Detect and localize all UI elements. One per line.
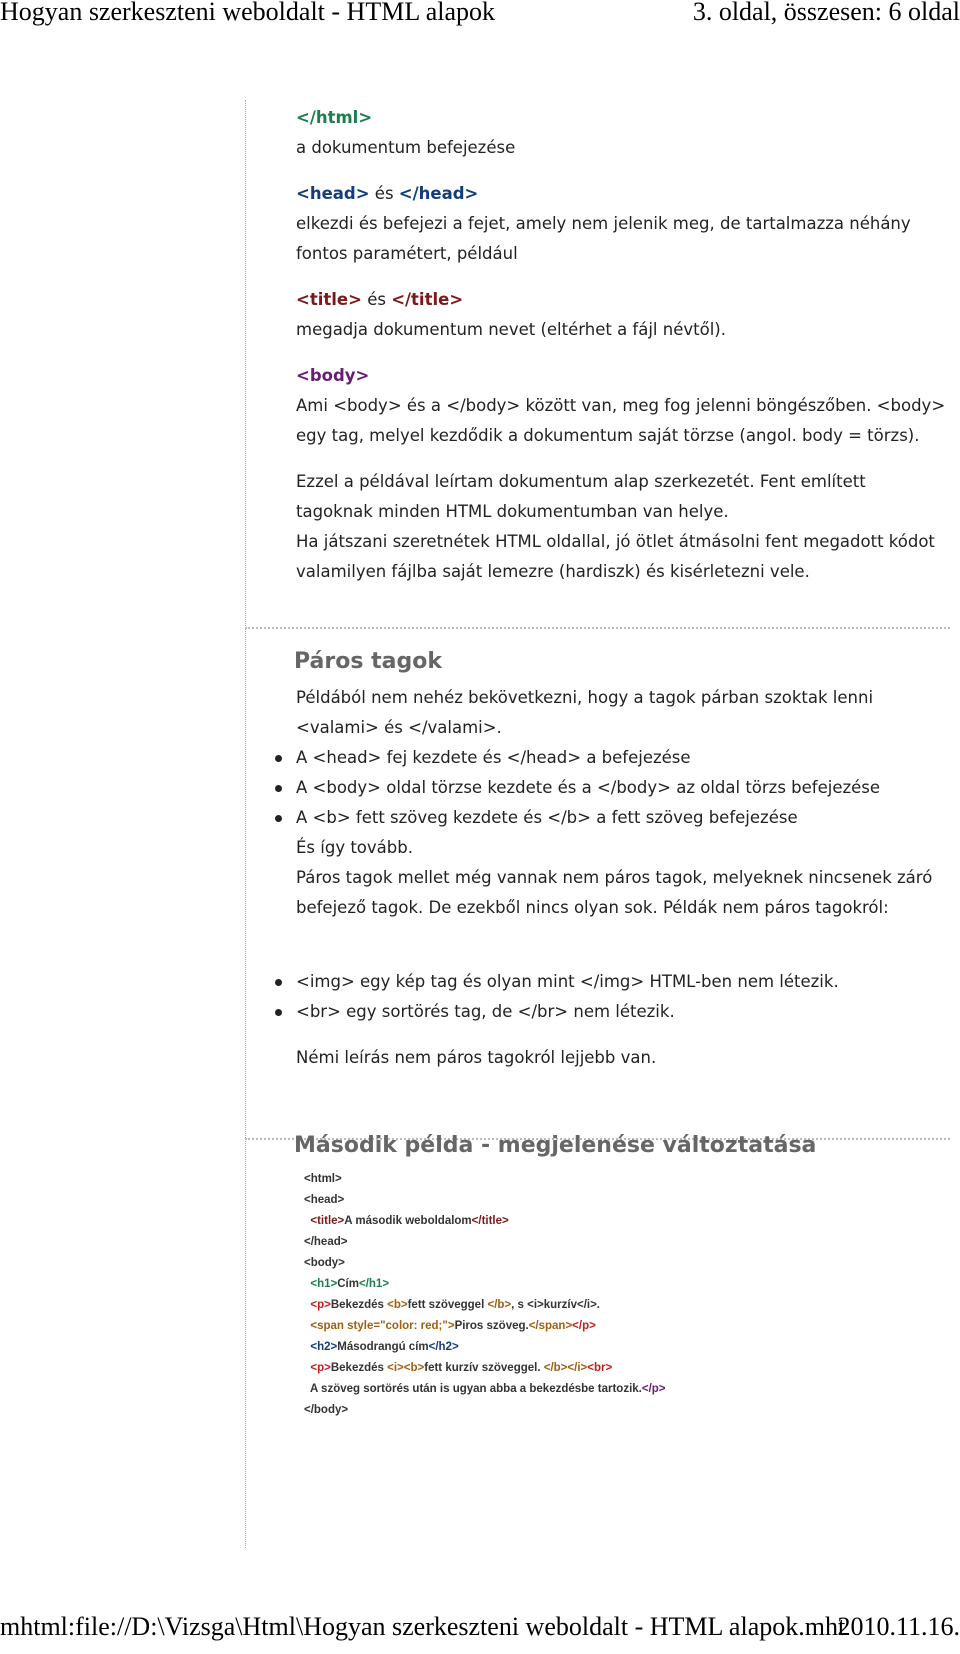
- list-item: <br> egy sortörés tag, de </br> nem létezik.: [296, 997, 946, 1027]
- code-line: <span style="color: red;">Piros szöveg.</span></p>: [310, 1320, 596, 1332]
- html-close-tag: </html>: [296, 108, 373, 127]
- definition-head: [296, 179, 946, 269]
- definition-text: megadja dokumentum nevet (eltérhet a fájl névtől).: [296, 320, 726, 339]
- paragraph: Ezzel a példával leírtam dokumentum alap szerkezetét. Fent említett tagoknak minden HTML dokumentumban van helye.: [296, 472, 866, 521]
- section-structure: [296, 103, 946, 587]
- paragraph: Példából nem nehéz bekövetkezni, hogy a tagok párban szoktak lenni <valami> és </valami>.: [296, 688, 874, 737]
- code-line: </body>: [304, 1404, 349, 1416]
- bullet-icon: [275, 815, 282, 822]
- bullet-icon: [275, 755, 282, 762]
- paragraph: És így tovább.: [296, 838, 413, 857]
- code-line: <head>: [304, 1194, 345, 1206]
- code-line: <h2>Másodrangú cím</h2>: [310, 1341, 459, 1353]
- code-line: <body>: [304, 1257, 345, 1269]
- code-line: <p>Bekezdés <b>fett szöveggel </b>, s <i>kurzív</i>.: [310, 1299, 601, 1311]
- paired-tags-list: [296, 743, 946, 833]
- list-item: A <head> fej kezdete és </head> a befejezése: [296, 743, 946, 773]
- article-content: [296, 103, 946, 1421]
- section-heading: Második példa - megjelenése változtatása: [294, 1133, 817, 1158]
- section-paired-tags: [296, 647, 946, 1073]
- definition-text: Ami <body> és a </body> között van, meg fog jelenni böngészőben. <body> egy tag, melyel kezdődik a dokumentum saját törzse (angol. body = törzs).: [296, 396, 946, 445]
- definition-body: [296, 361, 946, 451]
- paragraph: Páros tagok mellet még vannak nem páros tagok, melyeknek nincsenek záró befejező tagok. De ezekből nincs olyan sok. Példák nem páros tagokról:: [296, 868, 933, 917]
- code-line: A szöveg sortörés után is ugyan abba a bekezdésbe tartozik.</p>: [309, 1383, 666, 1395]
- left-dotted-border: [245, 100, 246, 1548]
- code-line: <p>Bekezdés <i><b>fett kurzív szöveggel. </b></i><br>: [310, 1362, 613, 1374]
- code-line: <h1>Cím</h1>: [310, 1278, 390, 1290]
- definition-title: [296, 285, 946, 345]
- bullet-icon: [275, 785, 282, 792]
- title-close-tag: </title>: [391, 290, 464, 309]
- header-title: Hogyan szerkeszteni weboldalt - HTML alapok: [0, 0, 496, 26]
- list-item: A <b> fett szöveg kezdete és </b> a fett szöveg befejezése: [296, 803, 946, 833]
- definition-html-end: [296, 103, 946, 163]
- code-line: <html>: [304, 1173, 342, 1185]
- header-page-count: 3. oldal, összesen: 6 oldal: [692, 0, 960, 26]
- and-word: és: [374, 184, 394, 203]
- definition-text: elkezdi és befejezi a fejet, amely nem jelenik meg, de tartalmazza néhány fontos paramétert, például: [296, 214, 911, 263]
- bullet-icon: [275, 1009, 282, 1016]
- unpaired-tags-list: [296, 967, 946, 1027]
- code-sample: [304, 1169, 946, 1421]
- head-close-tag: </head>: [398, 184, 479, 203]
- list-item: <img> egy kép tag és olyan mint </img> HTML-ben nem létezik.: [296, 967, 946, 997]
- paragraph: Némi leírás nem páros tagokról lejjebb van.: [296, 1048, 657, 1067]
- definition-text: a dokumentum befejezése: [296, 138, 516, 157]
- code-line: </head>: [304, 1236, 348, 1248]
- code-line: <title>A második weboldalom</title>: [310, 1215, 509, 1227]
- footer-date: 2010.11.16.: [837, 1612, 960, 1641]
- paragraph: Ha játszani szeretnétek HTML oldallal, jó ötlet átmásolni fent megadott kódot valamilyen fájlba saját lemezre (hardiszk) és kisérletezni vele.: [296, 532, 935, 581]
- section-heading: Páros tagok: [294, 649, 442, 674]
- title-open-tag: <title>: [296, 290, 362, 309]
- bullet-icon: [275, 979, 282, 986]
- head-open-tag: <head>: [296, 184, 370, 203]
- and-word: és: [367, 290, 386, 309]
- section-second-example: [296, 1131, 946, 1421]
- body-open-tag: <body>: [296, 366, 370, 385]
- list-item: A <body> oldal törzse kezdete és a </body> az oldal törzs befejezése: [296, 773, 946, 803]
- footer-file-path: mhtml:file://D:\Vizsga\Html\Hogyan szerkeszteni weboldalt - HTML alapok.mht: [0, 1612, 846, 1641]
